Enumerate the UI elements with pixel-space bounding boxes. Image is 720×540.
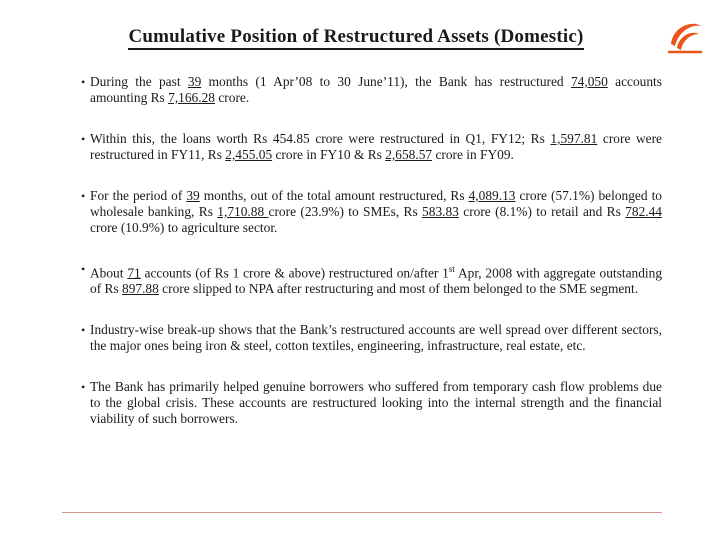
bullet-text-segment: 7,166.28 (168, 90, 215, 105)
bullet-text-segment: 39 (186, 188, 200, 203)
page-title (0, 26, 712, 48)
bullet-text-segment: crore. (215, 90, 250, 105)
bullet-text-segment: For the period of (90, 188, 187, 203)
bullet-text-segment: accounts amounting Rs (90, 74, 662, 105)
bullet-text-segment: crore were restructured in FY11, Rs (90, 131, 662, 162)
bullet-text-segment: crore in FY10 & Rs (272, 147, 386, 162)
footer-divider (62, 512, 662, 513)
bullet-text-segment: crore (8.1%) to retail and Rs (458, 204, 626, 219)
bullet-text-segment: About (90, 265, 128, 281)
logo-swoosh-inner (677, 33, 699, 50)
bullet-text-segment: 39 (187, 74, 202, 89)
bullet-item (90, 74, 662, 106)
bullet-text-segment: crore slipped to NPA after restructuring and most of them belonged to the SME segment. (158, 281, 639, 297)
page-title-text: Cumulative Position of Restructured Assets (Domestic) (128, 26, 583, 50)
bullet-text-segment: crore (57.1%) belonged to wholesale banking, Rs (90, 188, 662, 219)
bullet-item (90, 322, 662, 354)
bullet-text-segment: 2,455.05 (225, 147, 273, 162)
bullet-text-segment: crore (23.9%) to SMEs, Rs (268, 204, 423, 219)
bullet-text-segment: Industry-wise break-up shows that the Bank’s restructured accounts are well spread over different sectors, the major ones being iron & steel, cotton textiles, engineering, infrastructure, real estate, etc. (90, 322, 662, 354)
bullet-text-segment: months (1 Apr’08 to 30 June’11), the Bank has restructured (201, 74, 571, 89)
bullet-text-segment: 782.44 (625, 204, 662, 219)
bullet-item (90, 261, 662, 297)
bullet-text-segment: 4,089.13 (468, 188, 516, 203)
bullet-item (90, 379, 662, 427)
bullet-text-segment: 1,597.81 (550, 131, 598, 146)
bullet-item (90, 188, 662, 236)
bullet-text-segment: 897.88 (122, 281, 159, 297)
bullet-item (90, 131, 662, 163)
bank-logo-icon (663, 14, 707, 58)
bullet-text-segment: 583.83 (422, 204, 459, 219)
bullet-text-segment: 74,050 (570, 74, 608, 89)
bullet-text-segment: During the past (90, 74, 188, 89)
bullet-text-segment: Within this, the loans worth Rs 454.85 crore were restructured in Q1, FY12; Rs (90, 131, 551, 146)
bullet-text-segment: 1,710.88 (217, 204, 269, 219)
bullet-text-segment: Apr, 2008 with aggregate outstanding of Rs (90, 265, 663, 297)
bullet-text-segment: accounts (of Rs 1 crore & above) restructured on/after 1 (140, 265, 449, 281)
bullet-text-segment: crore (10.9%) to agriculture sector. (90, 220, 278, 235)
bullet-text-segment: months, out of the total amount restructured, Rs (199, 188, 469, 203)
bullet-text-segment: The Bank has primarily helped genuine borrowers who suffered from temporary cash flow problems due to the global crisis. These accounts are restructured looking into the internal strength and the financial viability of such borrowers. (90, 379, 662, 427)
bullet-list (90, 74, 662, 452)
bullet-text-segment: 71 (127, 265, 141, 281)
bullet-text-segment: crore in FY09. (432, 147, 514, 162)
bullet-text-segment: 2,658.57 (385, 147, 433, 162)
bullet-text-segment: st (448, 264, 455, 274)
